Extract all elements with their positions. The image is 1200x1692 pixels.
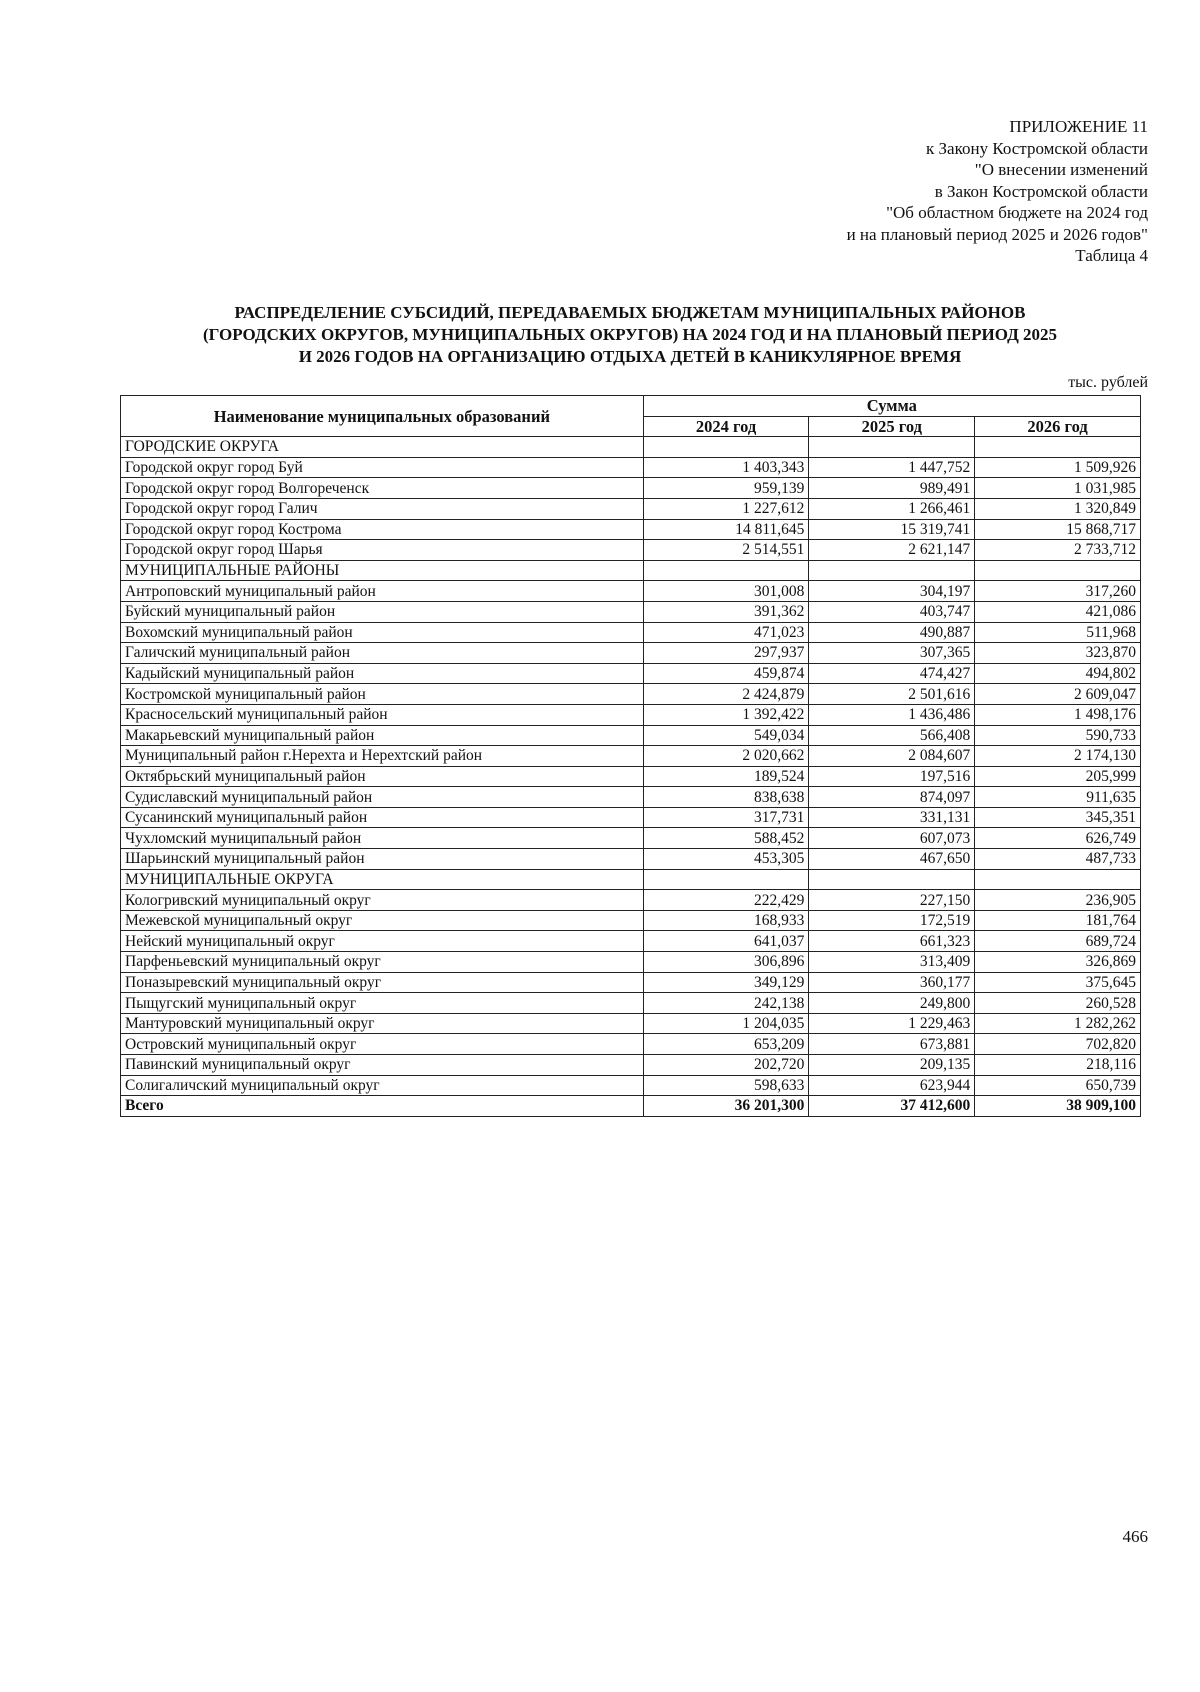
municipality-name: Сусанинский муниципальный район <box>121 807 644 828</box>
units-label: тыс. рублей <box>1068 374 1148 391</box>
municipality-name: Мантуровский муниципальный округ <box>121 1013 644 1034</box>
amount-2025: 467,650 <box>809 849 975 870</box>
amount-2026: 236,905 <box>975 890 1141 911</box>
header-name: Наименование муниципальных образований <box>121 396 644 437</box>
amount-2025: 403,747 <box>809 601 975 622</box>
amount-2025: 209,135 <box>809 1055 975 1076</box>
table-row <box>121 725 1141 746</box>
amount-2024: 222,429 <box>643 890 809 911</box>
table-row <box>121 931 1141 952</box>
table-row <box>121 746 1141 767</box>
amount-2024: 549,034 <box>643 725 809 746</box>
amount-2025: 2 621,147 <box>809 540 975 561</box>
amount-2024 <box>643 437 809 458</box>
amount-2024: 202,720 <box>643 1055 809 1076</box>
table-row <box>121 910 1141 931</box>
amount-2025: 331,131 <box>809 807 975 828</box>
municipality-name: Галичский муниципальный район <box>121 643 644 664</box>
amount-2025: 227,150 <box>809 890 975 911</box>
municipality-name: МУНИЦИПАЛЬНЫЕ РАЙОНЫ <box>121 560 644 581</box>
table-row <box>121 890 1141 911</box>
municipality-name: Макарьевский муниципальный район <box>121 725 644 746</box>
table-row <box>121 601 1141 622</box>
appendix-line: "О внесении изменений <box>974 160 1148 179</box>
amount-2026: 421,086 <box>975 601 1141 622</box>
municipality-name: Муниципальный район г.Нерехта и Нерехтский район <box>121 746 644 767</box>
amount-2025: 607,073 <box>809 828 975 849</box>
amount-2025: 1 266,461 <box>809 498 975 519</box>
section-row <box>121 437 1141 458</box>
table-row <box>121 663 1141 684</box>
amount-2025 <box>809 869 975 890</box>
amount-2024: 959,139 <box>643 478 809 499</box>
amount-2025: 360,177 <box>809 972 975 993</box>
amount-2025 <box>809 560 975 581</box>
amount-2024: 301,008 <box>643 581 809 602</box>
amount-2026: 2 609,047 <box>975 684 1141 705</box>
amount-2024: 317,731 <box>643 807 809 828</box>
amount-2024: 471,023 <box>643 622 809 643</box>
municipality-name: МУНИЦИПАЛЬНЫЕ ОКРУГА <box>121 869 644 890</box>
amount-2025: 989,491 <box>809 478 975 499</box>
amount-2024: 1 227,612 <box>643 498 809 519</box>
amount-2025: 1 229,463 <box>809 1013 975 1034</box>
amount-2026: 323,870 <box>975 643 1141 664</box>
amount-2024: 2 020,662 <box>643 746 809 767</box>
appendix-line: и на плановый период 2025 и 2026 годов" <box>846 224 1148 244</box>
amount-2024: 391,362 <box>643 601 809 622</box>
table-row <box>121 1075 1141 1096</box>
amount-2025 <box>809 437 975 458</box>
amount-2024: 2 424,879 <box>643 684 809 705</box>
amount-2026 <box>975 437 1141 458</box>
municipality-name: Буйский муниципальный район <box>121 601 644 622</box>
municipality-name: Костромской муниципальный район <box>121 684 644 705</box>
table-row <box>121 519 1141 540</box>
amount-2025: 673,881 <box>809 1034 975 1055</box>
document-title <box>110 302 1150 368</box>
amount-2025: 490,887 <box>809 622 975 643</box>
amount-2024: 1 403,343 <box>643 457 809 478</box>
header-year-2026: 2026 год <box>975 416 1141 437</box>
amount-2024: 189,524 <box>643 766 809 787</box>
amount-2026: 1 031,985 <box>975 478 1141 499</box>
amount-2026: 511,968 <box>975 622 1141 643</box>
amount-2025: 304,197 <box>809 581 975 602</box>
header-year-2025: 2025 год <box>809 416 975 437</box>
table-row <box>121 972 1141 993</box>
municipality-name: Городской округ город Буй <box>121 457 644 478</box>
amount-2025: 874,097 <box>809 787 975 808</box>
amount-2024: 641,037 <box>643 931 809 952</box>
amount-2026: 38 909,100 <box>975 1096 1141 1117</box>
amount-2026: 1 320,849 <box>975 498 1141 519</box>
amount-2026: 2 174,130 <box>975 746 1141 767</box>
municipality-name: Красносельский муниципальный район <box>121 704 644 725</box>
amount-2025: 623,944 <box>809 1075 975 1096</box>
section-row <box>121 869 1141 890</box>
table-row <box>121 643 1141 664</box>
amount-2024: 168,933 <box>643 910 809 931</box>
amount-2026: 487,733 <box>975 849 1141 870</box>
amount-2024: 2 514,551 <box>643 540 809 561</box>
page-number: 466 <box>1122 1527 1148 1546</box>
amount-2024: 598,633 <box>643 1075 809 1096</box>
municipality-name: Межевской муниципальный округ <box>121 910 644 931</box>
amount-2025: 15 319,741 <box>809 519 975 540</box>
amount-2026 <box>975 560 1141 581</box>
amount-2024: 588,452 <box>643 828 809 849</box>
municipality-name: Парфеньевский муниципальный округ <box>121 952 644 973</box>
table-body <box>121 437 1141 1117</box>
municipality-name: Антроповский муниципальный район <box>121 581 644 602</box>
table-row <box>121 849 1141 870</box>
amount-2025: 474,427 <box>809 663 975 684</box>
amount-2025: 307,365 <box>809 643 975 664</box>
amount-2026: 181,764 <box>975 910 1141 931</box>
subsidy-table <box>120 395 1141 1117</box>
municipality-name: Городской округ город Шарья <box>121 540 644 561</box>
appendix-line: ПРИЛОЖЕНИЕ 11 <box>1009 117 1148 136</box>
header-sum: Сумма <box>643 396 1140 417</box>
amount-2026: 1 282,262 <box>975 1013 1141 1034</box>
amount-2024: 297,937 <box>643 643 809 664</box>
municipality-name: Судиславский муниципальный район <box>121 787 644 808</box>
amount-2024: 36 201,300 <box>643 1096 809 1117</box>
total-row <box>121 1096 1141 1117</box>
amount-2024: 242,138 <box>643 993 809 1014</box>
municipality-name: Павинский муниципальный округ <box>121 1055 644 1076</box>
amount-2024: 1 392,422 <box>643 704 809 725</box>
amount-2026: 218,116 <box>975 1055 1141 1076</box>
section-row <box>121 560 1141 581</box>
municipality-name: Всего <box>121 1096 644 1117</box>
appendix-line: "Об областном бюджете на 2024 год <box>886 203 1148 222</box>
amount-2025: 249,800 <box>809 993 975 1014</box>
appendix-block <box>588 116 1148 267</box>
table-row <box>121 622 1141 643</box>
table-row <box>121 828 1141 849</box>
table-row <box>121 807 1141 828</box>
appendix-line: в Закон Костромской области <box>934 181 1148 201</box>
table-row <box>121 1055 1141 1076</box>
amount-2025: 2 501,616 <box>809 684 975 705</box>
amount-2024: 459,874 <box>643 663 809 684</box>
table-row <box>121 478 1141 499</box>
amount-2024: 349,129 <box>643 972 809 993</box>
amount-2025: 566,408 <box>809 725 975 746</box>
municipality-name: Шарьинский муниципальный район <box>121 849 644 870</box>
table-row <box>121 787 1141 808</box>
amount-2026: 317,260 <box>975 581 1141 602</box>
amount-2026: 626,749 <box>975 828 1141 849</box>
amount-2026: 326,869 <box>975 952 1141 973</box>
amount-2025: 661,323 <box>809 931 975 952</box>
table-row <box>121 540 1141 561</box>
amount-2026 <box>975 869 1141 890</box>
amount-2025: 1 436,486 <box>809 704 975 725</box>
table-row <box>121 993 1141 1014</box>
table-row <box>121 1013 1141 1034</box>
table-header-row <box>121 396 1141 417</box>
amount-2024: 453,305 <box>643 849 809 870</box>
amount-2025: 1 447,752 <box>809 457 975 478</box>
municipality-name: Кологривский муниципальный округ <box>121 890 644 911</box>
amount-2026: 494,802 <box>975 663 1141 684</box>
table-row <box>121 498 1141 519</box>
municipality-name: Поназыревский муниципальный округ <box>121 972 644 993</box>
amount-2026: 15 868,717 <box>975 519 1141 540</box>
municipality-name: Чухломский муниципальный район <box>121 828 644 849</box>
amount-2024: 653,209 <box>643 1034 809 1055</box>
table-row <box>121 581 1141 602</box>
amount-2026: 375,645 <box>975 972 1141 993</box>
amount-2026: 2 733,712 <box>975 540 1141 561</box>
municipality-name: Кадыйский муниципальный район <box>121 663 644 684</box>
title-line: РАСПРЕДЕЛЕНИЕ СУБСИДИЙ, ПЕРЕДАВАЕМЫХ БЮДЖЕТАМ МУНИЦИПАЛЬНЫХ РАЙОНОВ <box>234 303 1026 322</box>
municipality-name: Солигаличский муниципальный округ <box>121 1075 644 1096</box>
municipality-name: Городской округ город Галич <box>121 498 644 519</box>
amount-2024: 306,896 <box>643 952 809 973</box>
title-line: И 2026 ГОДОВ НА ОРГАНИЗАЦИЮ ОТДЫХА ДЕТЕЙ В КАНИКУЛЯРНОЕ ВРЕМЯ <box>298 347 962 366</box>
table-row <box>121 952 1141 973</box>
amount-2024: 838,638 <box>643 787 809 808</box>
table-row <box>121 1034 1141 1055</box>
municipality-name: Городской округ город Волгореченск <box>121 478 644 499</box>
appendix-line: Таблица 4 <box>1075 246 1148 265</box>
amount-2026: 345,351 <box>975 807 1141 828</box>
amount-2025: 313,409 <box>809 952 975 973</box>
table-row <box>121 766 1141 787</box>
table-row <box>121 684 1141 705</box>
amount-2024 <box>643 869 809 890</box>
amount-2024 <box>643 560 809 581</box>
amount-2025: 2 084,607 <box>809 746 975 767</box>
table-row <box>121 457 1141 478</box>
municipality-name: Нейский муниципальный округ <box>121 931 644 952</box>
municipality-name: Городской округ город Кострома <box>121 519 644 540</box>
amount-2025: 172,519 <box>809 910 975 931</box>
municipality-name: Островский муниципальный округ <box>121 1034 644 1055</box>
amount-2024: 1 204,035 <box>643 1013 809 1034</box>
municipality-name: Октябрьский муниципальный район <box>121 766 644 787</box>
amount-2026: 1 509,926 <box>975 457 1141 478</box>
municipality-name: ГОРОДСКИЕ ОКРУГА <box>121 437 644 458</box>
amount-2026: 205,999 <box>975 766 1141 787</box>
title-line: (ГОРОДСКИХ ОКРУГОВ, МУНИЦИПАЛЬНЫХ ОКРУГОВ) НА 2024 ГОД И НА ПЛАНОВЫЙ ПЕРИОД 2025 <box>202 325 1058 344</box>
amount-2026: 260,528 <box>975 993 1141 1014</box>
amount-2026: 702,820 <box>975 1034 1141 1055</box>
appendix-line: к Закону Костромской области <box>926 138 1148 158</box>
municipality-name: Пыщугский муниципальный округ <box>121 993 644 1014</box>
municipality-name: Вохомский муниципальный район <box>121 622 644 643</box>
amount-2025: 37 412,600 <box>809 1096 975 1117</box>
header-year-2024: 2024 год <box>643 416 809 437</box>
amount-2025: 197,516 <box>809 766 975 787</box>
amount-2026: 650,739 <box>975 1075 1141 1096</box>
amount-2026: 590,733 <box>975 725 1141 746</box>
table-row <box>121 704 1141 725</box>
amount-2026: 911,635 <box>975 787 1141 808</box>
amount-2026: 1 498,176 <box>975 704 1141 725</box>
amount-2026: 689,724 <box>975 931 1141 952</box>
amount-2024: 14 811,645 <box>643 519 809 540</box>
